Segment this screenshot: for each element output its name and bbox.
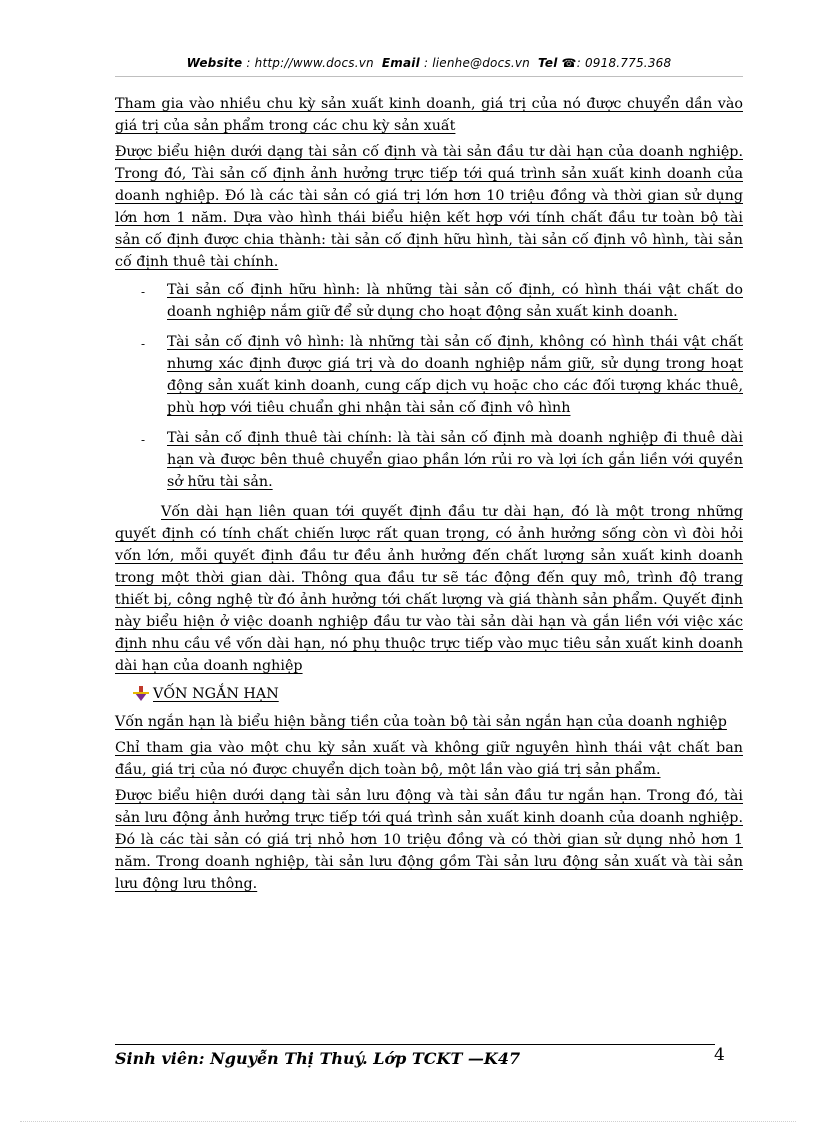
header-divider: [115, 76, 743, 77]
paragraph-5: Chỉ tham gia vào một chu kỳ sản xuất và không giữ nguyên hình thái vật chất ban đầu, giá trị của nó được chuyển dịch toàn bộ, một lần vào giá trị sản phẩm.: [115, 740, 743, 778]
tel-label: Tel: [538, 56, 558, 70]
arrow-down-icon: [133, 686, 149, 702]
paragraph-3: Vốn dài hạn liên quan tới quyết định đầu tư dài hạn, đó là một trong những quyết định có tính chất chiến lược rất quan trọng, có ảnh hưởng sống còn vì đòi hỏi vốn lớn, mỗi quyết định đầu tư đều ảnh hưởng đến chất lượng sản xuất kinh doanh trong một thời gian dài. Thông qua đầu tư sẽ tác động đến quy mô, trình độ trang thiết bị, công nghệ từ đó ảnh hưởng tới chất lượng và giá thành sản phẩm. Quyết định này biểu hiện ở việc doanh nghiệp đầu tư vào tài sản dài hạn và gắn liền với việc xác định nhu cầu về vốn dài hạn, nó phụ thuộc trực tiếp vào mục tiêu sản xuất kinh doanh dài hạn của doanh nghiệp: [115, 504, 743, 674]
page-header: [115, 56, 743, 70]
bullet-text: Tài sản cố định vô hình: là những tài sản cố định, không có hình thái vật chất nhưng xác định được giá trị và do doanh nghiệp nắm giữ, sử dụng trong hoạt động sản xuất kinh doanh, cung cấp dịch vụ hoặc cho các đối tượng khác thuê, phù hợp với tiêu chuẩn ghi nhận tài sản cố định vô hình: [167, 334, 743, 416]
footer-author: Sinh viên: Nguyễn Thị Thuý. Lớp TCKT —K47: [115, 1049, 521, 1068]
page-number: 4: [714, 1045, 725, 1065]
document-body: [115, 93, 743, 899]
section-heading: [133, 683, 743, 705]
bullet-marker: -: [141, 433, 146, 447]
website-value[interactable]: : http://www.docs.vn: [246, 56, 374, 70]
bullet-text: Tài sản cố định thuê tài chính: là tài sản cố định mà doanh nghiệp đi thuê dài hạn và được bên thuê chuyển giao phần lớn rủi ro và lợi ích gắn liền với quyền sở hữu tài sản.: [167, 430, 743, 490]
page-edge: [20, 1121, 796, 1122]
footer-divider: [115, 1044, 715, 1045]
email-value[interactable]: : lienhe@docs.vn: [423, 56, 530, 70]
section-title: VỐN NGẮN HẠN: [153, 686, 279, 702]
paragraph-6: Được biểu hiện dưới dạng tài sản lưu động và tài sản đầu tư ngắn hạn. Trong đó, tài sản lưu động ảnh hưởng trực tiếp tới quá trình sản xuất kinh doanh của doanh nghiệp. Đó là các tài sản có giá trị nhỏ hơn 10 triệu đồng và có thời gian sử dụng nhỏ hơn 1 năm. Trong doanh nghiệp, tài sản lưu động gồm Tài sản lưu động sản xuất và tài sản lưu động lưu thông.: [115, 788, 743, 892]
paragraph-2: Được biểu hiện dưới dạng tài sản cố định và tài sản đầu tư dài hạn của doanh nghiệp. Trong đó, Tài sản cố định ảnh hưởng trực tiếp tới quá trình sản xuất kinh doanh của doanh nghiệp. Đó là các tài sản có giá trị lớn hơn 10 triệu đồng và thời gian sử dụng lớn hơn 1 năm. Dựa vào hình thái biểu hiện kết hợp với tính chất đầu tư toàn bộ tài sản cố định được chia thành: tài sản cố định hữu hình, tài sản cố định vô hình, tài sản cố định thuê tài chính.: [115, 144, 743, 270]
list-item: [115, 331, 743, 419]
asset-types-list: [115, 279, 743, 493]
list-item: [115, 427, 743, 493]
bullet-marker: -: [141, 337, 146, 351]
tel-value: : 0918.775.368: [576, 56, 672, 70]
website-label: Website: [186, 56, 243, 70]
list-item: [115, 279, 743, 323]
paragraph-1: Tham gia vào nhiều chu kỳ sản xuất kinh doanh, giá trị của nó được chuyển dần vào giá trị của sản phẩm trong các chu kỳ sản xuất: [115, 96, 743, 134]
email-label: Email: [381, 56, 420, 70]
bullet-marker: -: [141, 285, 146, 299]
paragraph-4: Vốn ngắn hạn là biểu hiện bằng tiền của toàn bộ tài sản ngắn hạn của doanh nghiệp: [115, 714, 727, 730]
phone-icon: ☎: [561, 56, 577, 70]
bullet-text: Tài sản cố định hữu hình: là những tài sản cố định, có hình thái vật chất do doanh nghiệp nắm giữ để sử dụng cho hoạt động sản xuất kinh doanh.: [167, 282, 743, 320]
